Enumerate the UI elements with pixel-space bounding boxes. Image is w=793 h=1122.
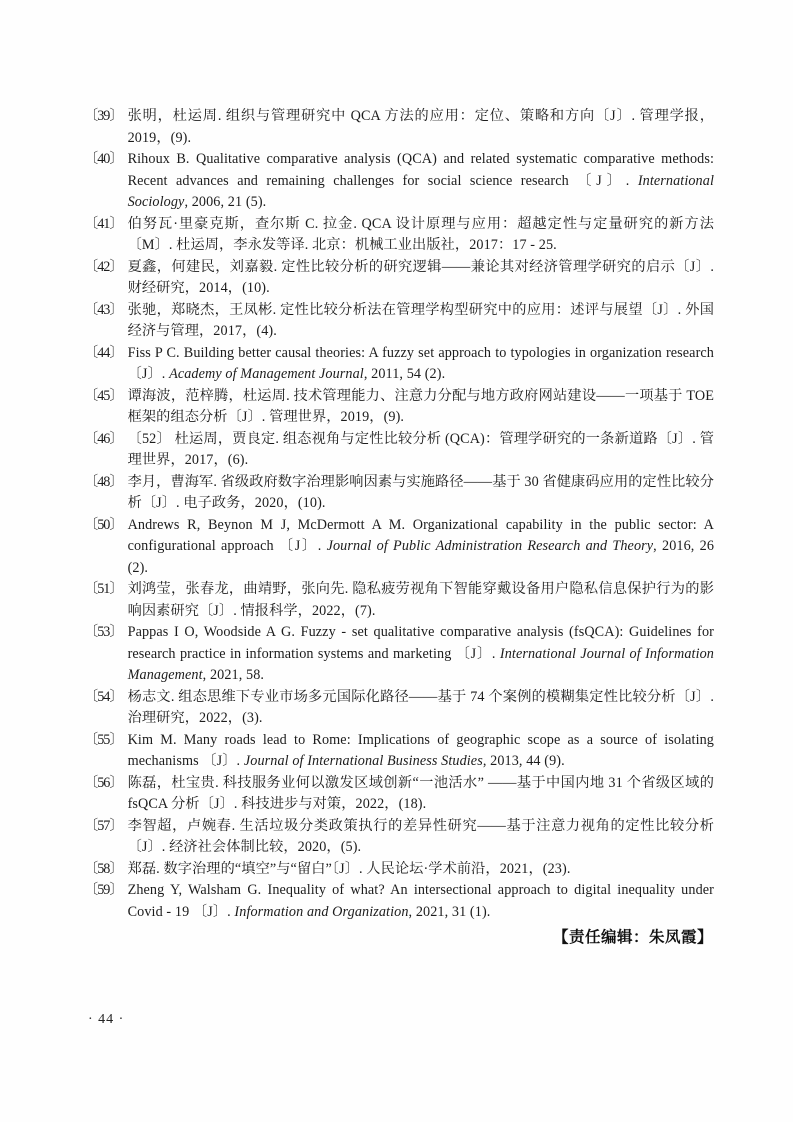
reference-number: 〔46〕 [84,430,123,447]
reference-text [128,386,714,429]
reference-number: 〔56〕 [84,774,123,791]
reference-text [128,773,714,816]
reference-segment: 李智超，卢婉春. 生活垃圾分类政策执行的差异性研究——基于注意力视角的定性比较分析〔J〕. 经济社会体制比较，2020，(5). [127,817,714,855]
journal-name: Information and Organization [234,903,409,920]
reference-segment: 杨志文. 组态思维下专业市场多元国际化路径——基于 74 个案例的模糊集定性比较分析〔J〕. 治理研究，2022，(3). [127,688,714,726]
reference-number: 〔55〕 [84,731,123,748]
reference-item [84,859,714,881]
reference-number: 〔50〕 [84,516,123,533]
reference-text [128,687,714,730]
reference-text [128,149,714,214]
reference-item [84,386,714,429]
reference-item [84,472,714,515]
reference-segment: 〔52〕 杜运周，贾良定. 组态视角与定性比较分析 (QCA)：管理学研究的一条新道路〔J〕. 管理世界，2017，(6). [127,430,714,468]
reference-item [84,214,714,257]
reference-text [128,472,714,515]
reference-number: 〔42〕 [84,258,123,275]
reference-segment: 张明，杜运周. 组织与管理研究中 QCA 方法的应用：定位、策略和方向〔J〕. 管理学报，2019，(9). [127,108,714,146]
reference-text [128,622,714,687]
reference-text [128,730,714,773]
reference-item [84,730,714,773]
reference-item [84,257,714,300]
reference-segment: , 2013, 44 (9). [482,753,565,769]
reference-number: 〔48〕 [84,473,123,490]
reference-segment: Fiss P C. Building better causal theories: A fuzzy set approach to typologies in organization research 〔J〕. [127,344,714,382]
reference-segment: 伯努瓦·里豪克斯，查尔斯 C. 拉金. QCA 设计原理与应用：超越定性与定量研究的新方法〔M〕. 杜运周，李永发等译. 北京：机械工业出版社，2017：17 - 25. [127,215,714,253]
journal-name: Journal of International Business Studies [243,753,483,769]
reference-segment: , 2021, 58. [202,667,265,683]
reference-item [84,300,714,343]
reference-segment: 李月，曹海军. 省级政府数字治理影响因素与实施路径——基于 30 省健康码应用的定性比较分析〔J〕. 电子政务，2020，(10). [127,473,714,511]
page-number: · 44 · [88,1012,125,1027]
reference-item [84,880,714,923]
reference-text [128,214,714,257]
reference-item [84,429,714,472]
reference-number: 〔41〕 [84,215,123,232]
reference-text [128,880,714,923]
journal-name: International Sociology [127,172,714,210]
reference-item [84,515,714,580]
reference-text [128,859,714,881]
reference-segment: 张驰，郑晓杰，王凤彬. 定性比较分析法在管理学构型研究中的应用：述评与展望〔J〕. 外国经济与管理，2017，(4). [127,301,714,339]
reference-text [128,300,714,343]
reference-segment: Andrews R, Beynon M J, McDermott A M. Organizational capability in the public sector: A configurational approach 〔J〕. [127,516,714,554]
reference-item [84,579,714,622]
reference-item [84,622,714,687]
reference-text [128,816,714,859]
reference-segment: Rihoux B. Qualitative comparative analysis (QCA) and related systematic comparative methods: Recent advances and remaining challenges for social science research 〔J〕. [127,151,714,189]
reference-item [84,816,714,859]
reference-segment: , 2016, 26 (2). [127,538,715,576]
reference-segment: , 2006, 21 (5). [184,194,267,210]
journal-name: Academy of Management Journal [169,366,364,382]
reference-segment: 夏鑫，何建民，刘嘉毅. 定性比较分析的研究逻辑——兼论其对经济管理学研究的启示〔J〕. 财经研究，2014，(10). [127,258,714,296]
journal-name: Journal of Public Administration Research and Theory [326,538,654,554]
reference-number: 〔39〕 [84,108,123,124]
reference-number: 〔58〕 [84,860,123,877]
reference-segment: , 2021, 31 (1). [408,903,491,920]
reference-number: 〔59〕 [84,882,123,898]
reference-item [84,773,714,816]
reference-item [84,343,714,386]
reference-segment: 谭海波，范梓腾，杜运周. 技术管理能力、注意力分配与地方政府网站建设——一项基于 TOE 框架的组态分析〔J〕. 管理世界，2019，(9). [127,387,714,425]
reference-text [128,343,714,386]
reference-number: 〔40〕 [84,151,123,167]
reference-number: 〔43〕 [84,301,123,318]
reference-segment: 郑磊. 数字治理的“填空”与“留白”〔J〕. 人民论坛·学术前沿，2021，(23). [127,860,571,877]
reference-number: 〔54〕 [84,688,123,705]
reference-text [128,579,714,622]
reference-number: 〔53〕 [84,624,123,640]
reference-text [128,106,714,149]
reference-segment: Pappas I O, Woodside A G. Fuzzy - set qualitative comparative analysis (fsQCA): Guidelines for research practice in information systems and marketing 〔J〕. [127,624,714,662]
reference-text [128,257,714,300]
reference-text [128,429,714,472]
reference-item [84,687,714,730]
reference-number: 〔45〕 [84,387,123,404]
reference-segment: 刘鸿莹，张春龙，曲靖野，张向先. 隐私疲劳视角下智能穿戴设备用户隐私信息保护行为的影响因素研究〔J〕. 情报科学，2022，(7). [127,581,714,619]
reference-segment: , 2011, 54 (2). [363,366,446,382]
reference-segment: Zheng Y, Walsham G. Inequality of what? An intersectional approach to digital inequality under Covid - 19 〔J〕. [127,882,714,920]
journal-name: International Journal of Information Management [127,645,714,683]
reference-number: 〔44〕 [84,344,123,361]
reference-number: 〔51〕 [84,581,123,597]
reference-segment: Kim M. Many roads lead to Rome: Implications of geographic scope as a source of isolating mechanisms 〔J〕. [127,731,714,769]
reference-item [84,106,714,149]
reference-number: 〔57〕 [84,817,123,834]
responsible-editor-note: 【责任编辑：朱凤霞】 [552,929,713,946]
reference-text [128,515,714,580]
reference-segment: 陈磊，杜宝贵. 科技服务业何以激发区域创新“一池活水” ——基于中国内地 31 个省级区域的 fsQCA 分析〔J〕. 科技进步与对策，2022，(18). [127,774,714,812]
reference-item [84,149,714,214]
references-list [84,106,714,923]
